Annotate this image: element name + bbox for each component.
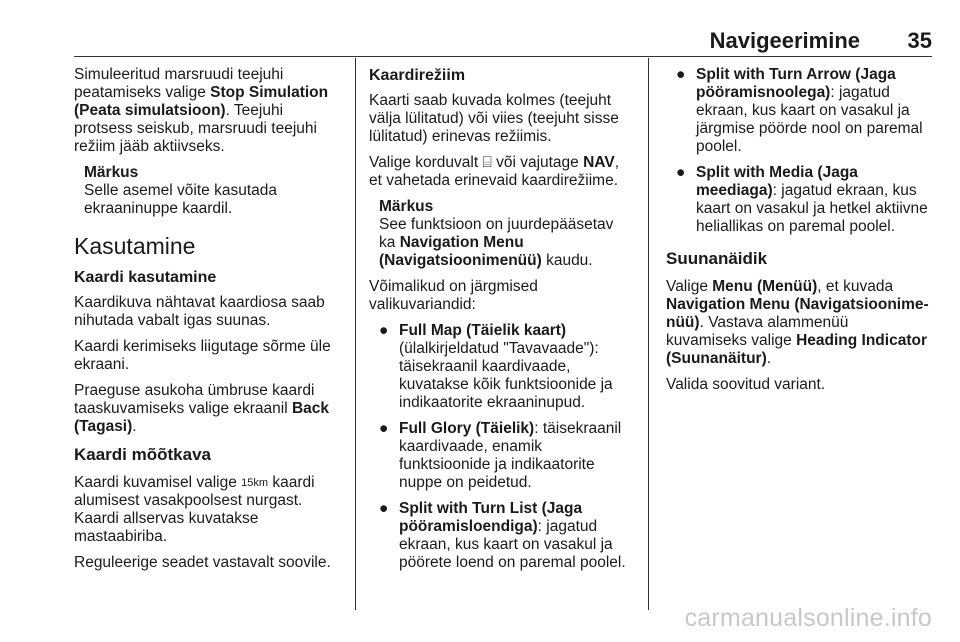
paragraph: Võimalikud on järgmised valikuvariandid:: [369, 278, 538, 313]
column-divider-1: [355, 58, 356, 610]
map-mode-icon: ⌸: [482, 154, 492, 171]
note-text: Selle asemel võite kasutada ekraaninuppe kaardil.: [84, 182, 278, 217]
column-divider-2: [648, 58, 649, 610]
bullet-icon: ●: [379, 420, 389, 437]
note-box: [379, 198, 633, 270]
paragraph: Praeguse asukoha ümbruse kaardi taaskuvamiseks valige ekraanil Back (Tagasi).: [74, 382, 330, 435]
bullet-icon: ●: [379, 500, 389, 517]
list-item: ● Split with Turn Arrow (Jaga pööramisnoolega): jagatud ekraan, kus kaart on vasakul ja järgmise pöörde nool on paremal poolel.: [676, 66, 923, 155]
subheading-kaardi-mootkava: Kaardi mõõtkava: [74, 445, 211, 464]
bullet-icon: ●: [676, 164, 686, 181]
paragraph: Valida soovitud variant.: [666, 376, 826, 393]
watermark: carmanualsonline.info: [684, 604, 932, 632]
bullet-icon: ●: [676, 66, 686, 83]
column-1: [74, 66, 344, 580]
bullet-icon: ●: [379, 322, 389, 339]
paragraph: Kaardikuva nähtavat kaardiosa saab nihutada vabalt igas suunas.: [74, 294, 325, 329]
note-box: [84, 164, 344, 218]
paragraph: Reguleerige seadet vastavalt soovile.: [74, 554, 331, 571]
list-item: ● Split with Turn List (Jaga pööramisloendiga): jagatud ekraan, kus kaart on vasakul ja pöörete loend on paremal poolel.: [379, 500, 626, 571]
subheading-kaardi-kasutamine: Kaardi kasutamine: [74, 269, 217, 286]
intro-paragraph: Simuleeritud marsruudi teejuhi peatamiseks valige Stop Simulation (Peata simulatsioon). Teejuhi protsess seiskub, marsruudi teejuhi režiim jääb aktiivseks.: [74, 66, 329, 155]
header-rule: [74, 56, 932, 57]
paragraph: Kaardi kuvamisel valige 15km kaardi alumisest vasakpoolsest nurgast. Kaardi allservas kuvatakse mastaabiriba.: [74, 474, 315, 545]
scale-icon: 15km: [241, 477, 269, 489]
list-item: ● Split with Media (Jaga meediaga): jagatud ekraan, kus kaart on vasakul ja hetkel aktiivne heliallikas on paremal poolel.: [676, 164, 928, 235]
column-2: [369, 66, 633, 580]
list-item: ● Full Map (Täielik kaart) (ülalkirjeldatud "Tavavaade"): täisekraanil kaardivaade, kuvatakse kõik funktsioonide ja indikaatorite ekraaninupud.: [379, 322, 613, 411]
note-text: See funktsioon on juurdepääsetav ka Navigation Menu (Navigatsioonimenüü) kaudu.: [379, 216, 614, 269]
paragraph: Kaardi kerimiseks liigutage sõrme üle ekraani.: [74, 338, 331, 373]
column-3: [666, 66, 932, 402]
page-header: [0, 0, 960, 58]
map-mode-list: [369, 322, 633, 572]
note-title: Märkus: [84, 164, 139, 181]
note-title: Märkus: [379, 198, 434, 215]
page-title: Navigeerimine: [709, 28, 860, 53]
paragraph: Kaarti saab kuvada kolmes (teejuht välja lülitatud) või viies (teejuht sisse lülitatud) erinevas režiimis.: [369, 92, 619, 145]
subheading-suunanaidik: Suunanäidik: [666, 249, 768, 268]
section-heading-kasutamine: Kasutamine: [74, 233, 196, 259]
page-number: 35: [907, 28, 932, 53]
paragraph: Valige Menu (Menüü), et kuvada Navigation Menu (Navigatsioonimenüü). Vastava alammenüü kuvamiseks valige Heading Indicator (Suunanäitur).: [666, 278, 929, 367]
map-mode-list-continued: [666, 66, 932, 236]
paragraph: Valige korduvalt ⌸ või vajutage NAV, et vahetada erinevaid kaardirežiime.: [369, 154, 619, 189]
list-item: ● Full Glory (Täielik): täisekraanil kaardivaade, enamik funktsioonide ja indikaatorite nuppe on peidetud.: [379, 420, 622, 491]
subheading-kaardireziim: Kaardirežiim: [369, 67, 466, 84]
